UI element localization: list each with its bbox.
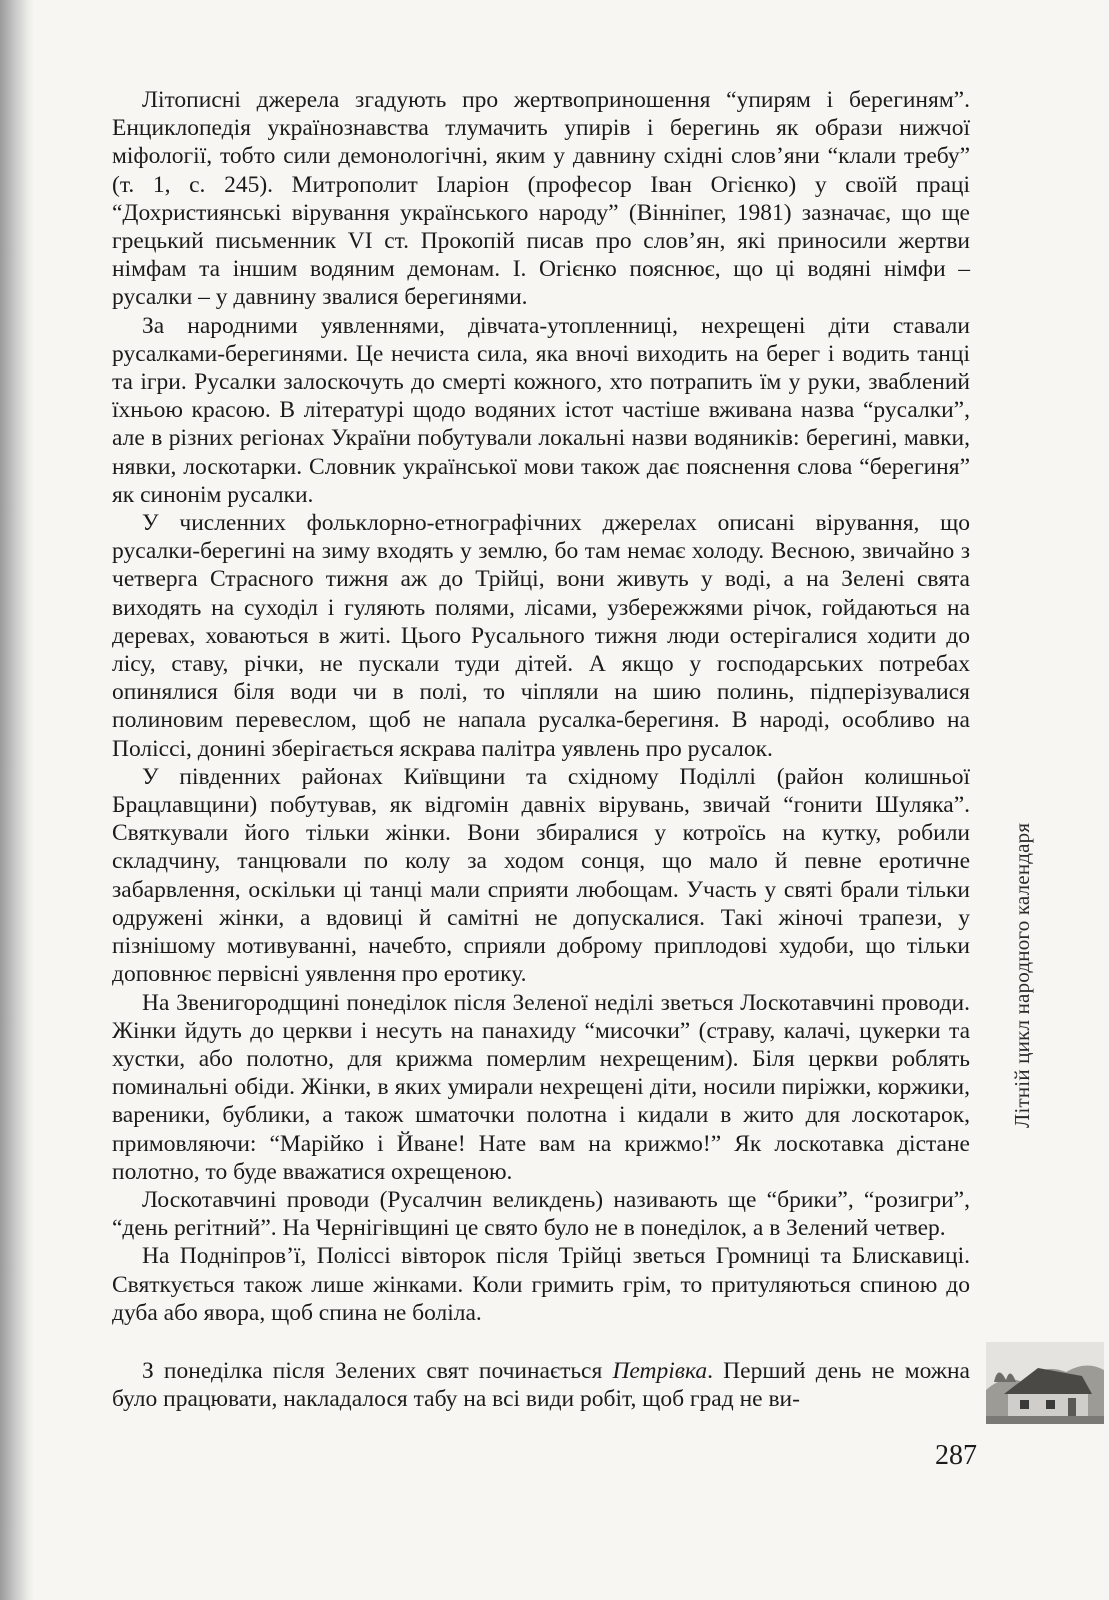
page-spine-shadow: [0, 0, 34, 1600]
paragraph-6: Лоскотавчині проводи (Русалчин великдень) називають ще “брики”, “розигри”, “день регітний”. На Чернігівщині це свято було не в понеділок, а в Зелений четвер.: [112, 1186, 970, 1242]
main-text: [112, 86, 970, 1413]
paragraph-5: На Звенигородщині понеділок після Зеленої неділі зветься Лоскотавчині проводи. Жінки йдуть до церкви і несуть на панахиду “мисочки” (страву, калачі, цукерки та хустки, або полотно, для крижма померлим нехрещеним). Біля церкви роблять поминальні обіди. Жінки, в яких умирали нехрещені діти, носили пиріжки, коржики, вареники, бублики, а також шматочки полотна і кидали в жито для лоскотарок, примовляючи: “Марійко і Йване! Нате вам на крижмо!” Як лоскотавка дістане полотно, то буде вважатися охрещеною.: [112, 989, 970, 1185]
paragraph-3: У численних фольклорно-етнографічних джерелах описані вірування, що русалки-берегині на зиму входять у землю, бо там немає холоду. Весною, звичайно з четверга Страсного тижня аж до Трійці, вони живуть у воді, а на Зелені свята виходять на суходіл і гуляють полями, лісами, узбережжями річок, гойдаються на деревах, ховаються в житі. Цього Русального тижня люди остерігалися ходити до лісу, ставу, річки, не пускали туди дітей. А якщо у господарських потребах опинялися біля води чи в полі, то чіпляли на шию полинь, підперізувалися полиновим перевеслом, щоб не напала русалка-берегиня. В народі, особливо на Поліссі, донині зберігається яскрава палітра уявлень про русалок.: [112, 510, 970, 762]
paragraph-4: У південних районах Київщини та східному Поділлі (район колишньої Брацлавщини) побутував, як відгомін давніх вірувань, звичай “гонити Шуляка”. Святкували його тільки жінки. Вони збиралися у котроїсь на кутку, робили складчину, танцювали по колу за ходом сонця, що мало й певне еротичне забарвлення, оскільки ці танці мали сприяти любощам. Участь у святі брали тільки одружені жінки, а вдовиці й самітні не допускалися. Такі жіночі трапези, у пізнішому мотивуванні, начебто, сприяли доброму приплодові худоби, що тільки доповнює первісні уявлення про еротику.: [112, 763, 970, 988]
paragraph-8-start: З понеділка після Зелених свят починається: [142, 1357, 613, 1384]
page-number: 287: [935, 1440, 977, 1471]
paragraph-2: За народними уявленнями, дівчата-утопленниці, нехрещені діти ставали русалками-берегинями. Це нечиста сила, яка вночі виходить на берег і водить танці та ігри. Русалки залоскочуть до смерті кожного, хто потрапить їм у руки, зваблений їхньою красою. В літературі щодо водяних істот частіше вживана назва “русалки”, але в різних регіонах України побутували локальні назви водяників: берегині, мавки, нявки, лоскотарки. Словник української мови також дає пояснення слова “берегиня” як синонім русалки.: [112, 312, 970, 508]
paragraph-1: Літописні джерела згадують про жертвоприношення “упирям і берегиням”. Енциклопедія українознавства тлумачить упирів і берегинь як образи нижчої міфології, тобто сили демонологічні, яким у давнину східні слов’яни “клали требу” (т. 1, с. 245). Митрополит Іларіон (професор Іван Огієнко) у своїй праці “Дохристиянські вірування українського народу” (Вінніпег, 1981) зазначає, що ще грецький письменник VI ст. Прокопій писав про слов’ян, які приносили жертви німфам та іншим водяним демонам. І. Огієнко пояснює, що ці водяні німфи – русалки – у давнину звалися берегинями.: [112, 87, 970, 311]
paragraph-8: [112, 1357, 970, 1413]
paragraph-8-end: . Перший день не можна було працювати, накладалося табу на всі види робіт, щоб град не ви-: [112, 1357, 970, 1413]
paragraph-7: На Подніпров’ї, Поліссі вівторок після Трійці зветься Громниці та Блискавиці. Святкується також лише жінками. Коли гримить грім, то притуляються спиною до дуба або явора, щоб спина не боліла.: [112, 1243, 970, 1326]
village-house-vignette: [986, 1342, 1104, 1424]
paragraph-8-italic: Петрівка: [612, 1357, 708, 1384]
section-gap: [112, 1327, 970, 1357]
running-side-label: Літній цикл народного календаря: [1010, 822, 1034, 1128]
